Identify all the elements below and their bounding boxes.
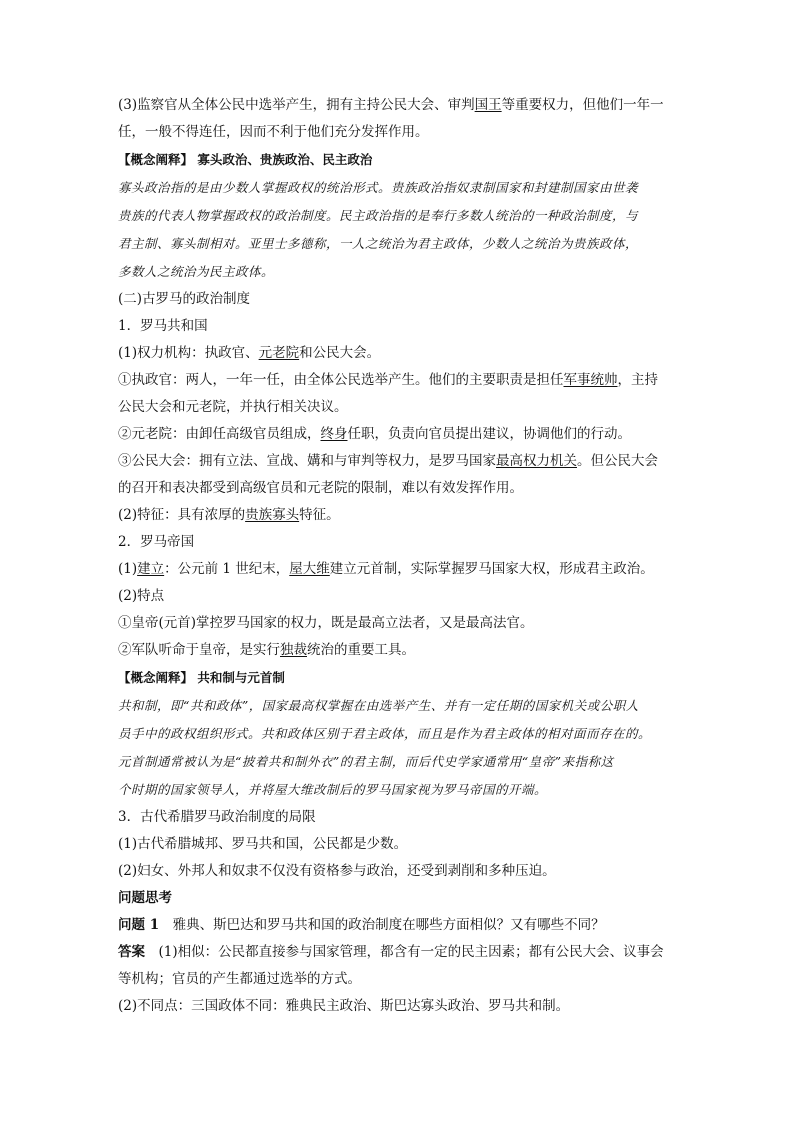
text: (2)不同点：三国政体不同：雅典民主政治、斯巴达寡头政治、罗马共和制。 <box>118 998 570 1014</box>
subsection-heading <box>118 529 678 556</box>
concept-title: 寡头政治、贵族政治、民主政治 <box>193 152 373 167</box>
question-section-heading <box>118 885 678 912</box>
underlined-term: 建立 <box>137 561 165 577</box>
underlined-term: 国王 <box>474 97 502 113</box>
text: 个时期的国家领导人，并将屋大维改制后的罗马国家视为罗马帝国的开端。 <box>118 782 548 797</box>
concept-text-line <box>118 202 678 230</box>
text: ①皇帝(元首)掌控罗马国家的权力，既是最高立法者，又是最高法官。 <box>118 615 534 631</box>
text: (2)特征：具有浓厚的 <box>118 507 246 523</box>
paragraph-line <box>118 637 678 664</box>
underlined-term: 最高权力机关 <box>496 453 577 469</box>
underlined-term: 独裁 <box>280 642 307 658</box>
text: 统治的重要工具。 <box>307 642 415 658</box>
text: 等重要权力，但他们一年一 <box>501 97 664 113</box>
text: 寡头政治指的是由少数人掌握政权的统治形式。贵族政治指奴隶制国家和封建制国家由世袭 <box>118 180 639 195</box>
document-content <box>118 92 678 1020</box>
text: (2)特点 <box>118 588 165 604</box>
concept-text-line <box>118 230 678 258</box>
text: 任职，负责向官员提出建议，协调他们的行动。 <box>347 426 631 442</box>
concept-text-line <box>118 748 678 776</box>
text: ②元老院：由卸任高级官员组成， <box>118 426 321 442</box>
answer-line <box>118 939 678 966</box>
text: 1．罗马共和国 <box>118 318 208 334</box>
question-line <box>118 912 678 939</box>
paragraph-line <box>118 858 678 885</box>
concept-text-line <box>118 174 678 202</box>
concept-title: 共和制与元首制 <box>193 670 285 685</box>
subsection-heading <box>118 804 678 831</box>
paragraph-line <box>118 831 678 858</box>
concept-box-heading <box>118 146 678 174</box>
text: 等机构；官员的产生都通过选举的方式。 <box>118 971 361 987</box>
text: 问题思考 <box>118 890 172 906</box>
text: ：公元前 1 世纪末， <box>164 561 290 577</box>
concept-text-line <box>118 692 678 720</box>
text: (1)权力机构：执政官、 <box>118 345 259 361</box>
underlined-term: 军事统帅 <box>563 372 618 388</box>
concept-box-heading <box>118 664 678 692</box>
text: ②军队听命于皇帝，是实行 <box>118 642 280 658</box>
concept-label: 【概念阐释】 <box>118 670 194 685</box>
text: 共和制，即“共和政体”，国家最高权掌握在由选举产生、并有一定任期的国家机关或公职人 <box>118 698 639 713</box>
paragraph-line <box>118 475 678 502</box>
paragraph-line <box>118 92 678 119</box>
text: 3．古代希腊罗马政治制度的局限 <box>118 809 316 825</box>
text: 和公民大会。 <box>299 345 381 361</box>
answer-label: 答案 <box>118 944 145 960</box>
text: 2．罗马帝国 <box>118 534 195 550</box>
underlined-term: 终身 <box>320 426 348 442</box>
text: 公民大会和元老院，并执行相关决议。 <box>118 399 348 415</box>
concept-text-line <box>118 720 678 748</box>
text: (1) <box>118 561 138 577</box>
concept-text-line <box>118 258 678 286</box>
subsection-heading <box>118 313 678 340</box>
text: 员手中的政权组织形式。共和政体区别于君主政体，而且是作为君主政体的相对面而存在的。 <box>118 726 652 741</box>
text: 多数人之统治为民主政体。 <box>118 264 275 279</box>
text: 建立元首制，实际掌握罗马国家大权，形成君主政治。 <box>329 561 654 577</box>
text: 君主制、寡头制相对。亚里士多德称，一人之统治为君主政体，少数人之统治为贵族政体， <box>118 236 639 251</box>
text: ①执政官：两人，一年一任，由全体公民选举产生。他们的主要职责是担任 <box>118 372 564 388</box>
underlined-term: 屋大维 <box>289 561 330 577</box>
text: ，主持 <box>617 372 658 388</box>
paragraph-line <box>118 394 678 421</box>
underlined-term: 元老院 <box>258 345 300 361</box>
paragraph-line <box>118 583 678 610</box>
answer-line <box>118 966 678 993</box>
answer-line <box>118 993 678 1020</box>
text: (1)古代希腊城邦、罗马共和国，公民都是少数。 <box>118 836 408 852</box>
section-heading <box>118 286 678 313</box>
concept-label: 【概念阐释】 <box>118 152 194 167</box>
paragraph-line <box>118 421 678 448</box>
text: 元首制通常被认为是“披着共和制外衣”的君主制，而后代史学家通常用“皇帝”来指称这 <box>118 754 614 769</box>
paragraph-line <box>118 610 678 637</box>
paragraph-line <box>118 502 678 529</box>
paragraph-line <box>118 367 678 394</box>
paragraph-line <box>118 119 678 146</box>
underlined-term: 贵族寡头 <box>245 507 300 523</box>
text: ③公民大会：拥有立法、宣战、媾和与审判等权力，是罗马国家 <box>118 453 496 469</box>
text: 的召开和表决都受到高级官员和元老院的限制，难以有效发挥作用。 <box>118 480 523 496</box>
text: 任，一般不得连任，因而不利于他们充分发挥作用。 <box>118 124 429 140</box>
paragraph-line <box>118 448 678 475</box>
question-label: 问题 1 <box>118 917 160 933</box>
text: (二)古罗马的政治制度 <box>118 291 251 307</box>
text: (2)妇女、外邦人和奴隶不仅没有资格参与政治，还受到剥削和多种压迫。 <box>118 863 556 879</box>
text: 雅典、斯巴达和罗马共和国的政治制度在哪些方面相似？又有哪些不同？ <box>159 917 605 933</box>
text: (3)监察官从全体公民中选举产生，拥有主持公民大会、审判 <box>118 97 475 113</box>
paragraph-line <box>118 340 678 367</box>
text: (1)相似：公民都直接参与国家管理，都含有一定的民主因素；都有公民大会、议事会 <box>145 944 664 960</box>
text: 特征。 <box>299 507 340 523</box>
text: 贵族的代表人物掌握政权的政治制度。民主政治指的是奉行多数人统治的一种政治制度，与 <box>118 208 639 223</box>
concept-text-line <box>118 776 678 804</box>
paragraph-line <box>118 556 678 583</box>
text: 。但公民大会 <box>577 453 658 469</box>
